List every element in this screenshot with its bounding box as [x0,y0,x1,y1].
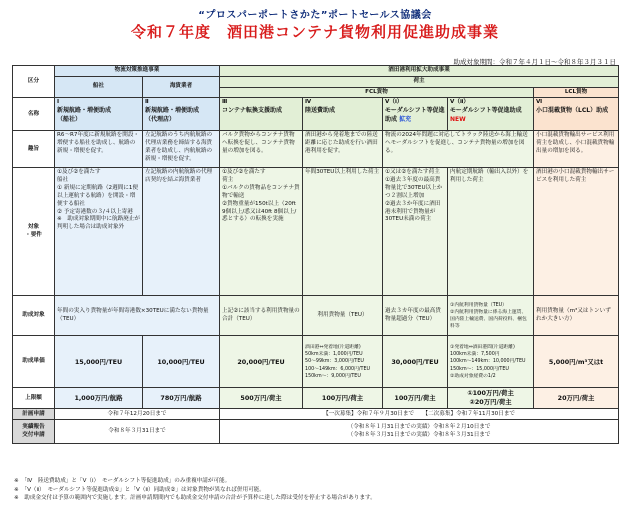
header-maritime-agent: 海貨業者 [143,76,220,98]
col-3-name: コンテナ転換支援助成 [222,107,283,115]
cap-col-1: 1,000万円/航路 [55,388,143,409]
label-basis: 助成対象 [13,296,55,336]
header-existing-program: 物流対策推進事業 [55,66,220,77]
unit-col-4-title: 酒田港⇔発着地(片道距離) [305,345,361,351]
unit-col-6-line-4: 150km～：15,000円/TEU [450,366,509,372]
plan-right: 【一次募集】令和７年９月30日まで 【二次募集】令和７年11月30日まで [220,409,619,420]
label-cap: 上限額 [13,388,55,409]
col-1-name: 新規航路・増便助成 （船社） [57,107,112,123]
unit-col-4-line-4: 150km～：9,000円/TEU [305,373,361,379]
cap-col-5: 100万円/荷主 [383,388,448,409]
basis-col-6-line-1: ①内航利用貨物量（TEU） [450,302,507,308]
col-6-number: Ⅴ（ⅱ） [450,99,469,106]
unit-col-6-line-5: ②助成対象経費の1/2 [450,373,496,379]
unit-col-4-line-1: 50km未満：1,000円/TEU [305,352,363,358]
cap-col-3: 500万円/荷主 [220,388,303,409]
col-3-number: Ⅲ [222,99,228,106]
label-purpose: 趣旨 [13,131,55,168]
organization-name: “プロスパーポートさかた”ポートセールス協議会 [198,10,432,21]
footnotes [14,477,618,503]
footnote-1: ※ 「Ⅳ 陸送費助成」と「Ⅴ（ⅰ） モーダルシフト等促進助成」のみ重複申請が可能。 [14,478,231,484]
cap-col-6 [448,388,534,409]
col-4-name: 陸送費助成 [305,107,336,115]
target-col-4: 年間30TEU以上利用した荷主 [303,168,383,296]
page-title: 令和７年度 酒田港コンテナ貨物利用促進助成事業 [130,23,499,41]
name-col-1 [55,98,143,131]
col-6-name-text: モーダルシフト等促進助成 [450,107,522,115]
unit-col-3: 20,000円/TEU [220,336,303,388]
basis-col-7: 利用貨物量（m³又はトンいずれか大きい方） [534,296,619,336]
unit-col-2: 10,000円/TEU [143,336,220,388]
col-2-name: 新規航路・増便助成 （代理店） [145,107,200,123]
basis-col-6 [448,296,534,336]
badge-new: NEW [450,115,466,123]
unit-col-7: 5,000円/m³又はt [534,336,619,388]
cap-col-7: 20万円/荷主 [534,388,619,409]
target-col-3: ①及び②を満たす 荷主 ①バルクの貨物品をコンテナ貨物で輸送 ②貨物重量が150t以上（20ft 9個以上/悉又は40ft 8個以上/悉とする）の転換を実施 [220,168,303,296]
purpose-col-7: 小口混載貨物輸出サービス利用荷主を助成し、小口混載貨物輸出量の増加を図る。 [534,131,619,168]
basis-col-5: 過去３カ年度の最高貨物量超過分（TEU） [383,296,448,336]
header-shipping-line: 船社 [55,76,143,98]
target-col-6: 内航定期航路（輸出入以外）を利用した荷主 [448,168,534,296]
basis-col-1-2: 年間の実入り貨物量が年間寄港数×30TEUに満たない貨物量（TEU） [55,296,220,336]
purpose-col-2: 左記航路のうち内航航路の代理店業務を締結する海貨業者を助成し、内航航路の新規・増便を促す。 [143,131,220,168]
name-col-4 [303,98,383,131]
cap-col-4: 100万円/荷主 [303,388,383,409]
footnote-3: ※ 助成金交付は予算の範囲内で実施します。計画申請期間内でも助成金交付申請の合計が予算枠に達した際は受付を停止する場合があります。 [14,495,376,502]
name-col-3 [220,98,303,131]
name-col-6 [448,98,534,131]
unit-col-6 [448,336,534,388]
target-col-2: 左記航路の内航航路の代理店契約を結ぶ海貨業者 [143,168,220,296]
col-2-number: Ⅱ [145,99,149,106]
col-5-number: Ⅴ（ⅰ） [385,99,403,106]
cap-col-2: 780万円/航路 [143,388,220,409]
unit-col-5: 30,000円/TEU [383,336,448,388]
label-target: 対象 ・要件 [13,168,55,296]
report-right-line-1: （令和８年１月31日までの実績）令和８年２月10日まで [347,424,491,431]
purpose-col-3: バルク貨物からコンテナ貨物へ転換を促し、コンテナ貨物量の増加を図る。 [220,131,303,168]
cap-col-6-line-2: ②20万円/荷主 [469,398,512,407]
unit-col-6-line-1: ①発着地⇔酒田港間(片道距離) [450,345,515,351]
label-plan: 計画申請 [13,409,55,420]
label-name: 名称 [13,98,55,131]
basis-col-4: 利用貨物量（TEU） [303,296,383,336]
report-right [220,420,619,444]
target-col-7: 酒田港の小口混載貨物輸出サービスを利用した荷主 [534,168,619,296]
header-expand-program: 酒田港利用拡大助成事業 [220,66,619,77]
header-kubun: 区分 [13,66,55,98]
cap-col-6-line-1: ①100万円/荷主 [467,389,514,398]
footnote-2: ※ 「Ⅴ（ⅱ） モーダルシフト等促進助成①」と「Ⅴ（ⅱ）同助成②」は対象貨物が異なれば併用可能。 [14,486,265,493]
header-shipper: 荷主 [220,76,619,87]
unit-col-4-line-3: 100～149km：6,000円/TEU [305,366,370,372]
report-right-line-2: （令和８年３月31日までの実績）令和８年３月31日まで [347,431,491,438]
purpose-col-4: 酒田港から発着地までの陸送距離に応じた助成を行い酒田港利用を促す。 [303,131,383,168]
plan-left: 令和７年12月20日まで [55,409,220,420]
unit-col-4-line-2: 50～99km：3,000円/TEU [305,359,364,365]
unit-col-4 [303,336,383,388]
name-col-5 [383,98,448,131]
label-report: 実績報告 交付申請 [13,420,55,444]
col-5-name-text: モーダルシフト等促進助成 [385,107,445,123]
subsidy-period: 助成対象期間：令和７年４月１日～令和８年３月３１日 [453,58,616,66]
header-fcl: FCL貨物 [220,87,534,98]
subsidy-table [12,65,619,444]
col-7-name: 小口混載貨物（LCL）助成 [536,107,609,115]
basis-col-6-line-2: ②内航利用貨物量に係る海上運賃、国内陸上輸送費、国内荷役料、梱包料等 [450,309,527,330]
target-col-5: ①又は②を満たす荷主 ①過去３年度の最高貨物量比で30TEU以上かつ２割以上増加 ②過去３か年度に酒田港未利用で貨物量が30TEU未満の荷主 [383,168,448,296]
col-6-name [450,107,531,124]
name-col-2 [143,98,220,131]
col-5-name [385,107,445,124]
col-4-number: Ⅳ [305,99,312,106]
col-7-number: Ⅵ [536,99,543,106]
col-1-number: Ⅰ [57,99,60,106]
purpose-col-1: R6～R7年度に新規航路を開設・増便する船社を助成し、航路の新規・増便を促す。 [55,131,143,168]
badge-expanded: 拡充 [399,115,412,123]
label-unit-price: 助成単価 [13,336,55,388]
report-left: 令和８年３月31日まで [55,420,220,444]
target-col-1: ①及び②を満たす 船社 ① 新規に定期航路（2週間に1便以上運航する航路）を開設・増便する船社 ② 予定寄港数の３/４以上寄港 ※ 助成対象期間中に航路廃止が判明した場合は助成対象外 [55,168,143,296]
unit-col-6-line-2: 100km未満：7,500円 [450,352,500,358]
unit-col-1: 15,000円/TEU [55,336,143,388]
purpose-col-5-6: 物流の2024年問題に対応してトラック陸送から海上輸送へモーダルシフトを促進し、コンテナ貨物量の増加を図る。 [383,131,534,168]
name-col-7 [534,98,619,131]
unit-col-6-line-3: 100km～149km：10,000円/TEU [450,359,526,365]
basis-col-3: 上記②に該当する利用貨物量の合計（TEU） [220,296,303,336]
header-lcl: LCL貨物 [534,87,619,98]
